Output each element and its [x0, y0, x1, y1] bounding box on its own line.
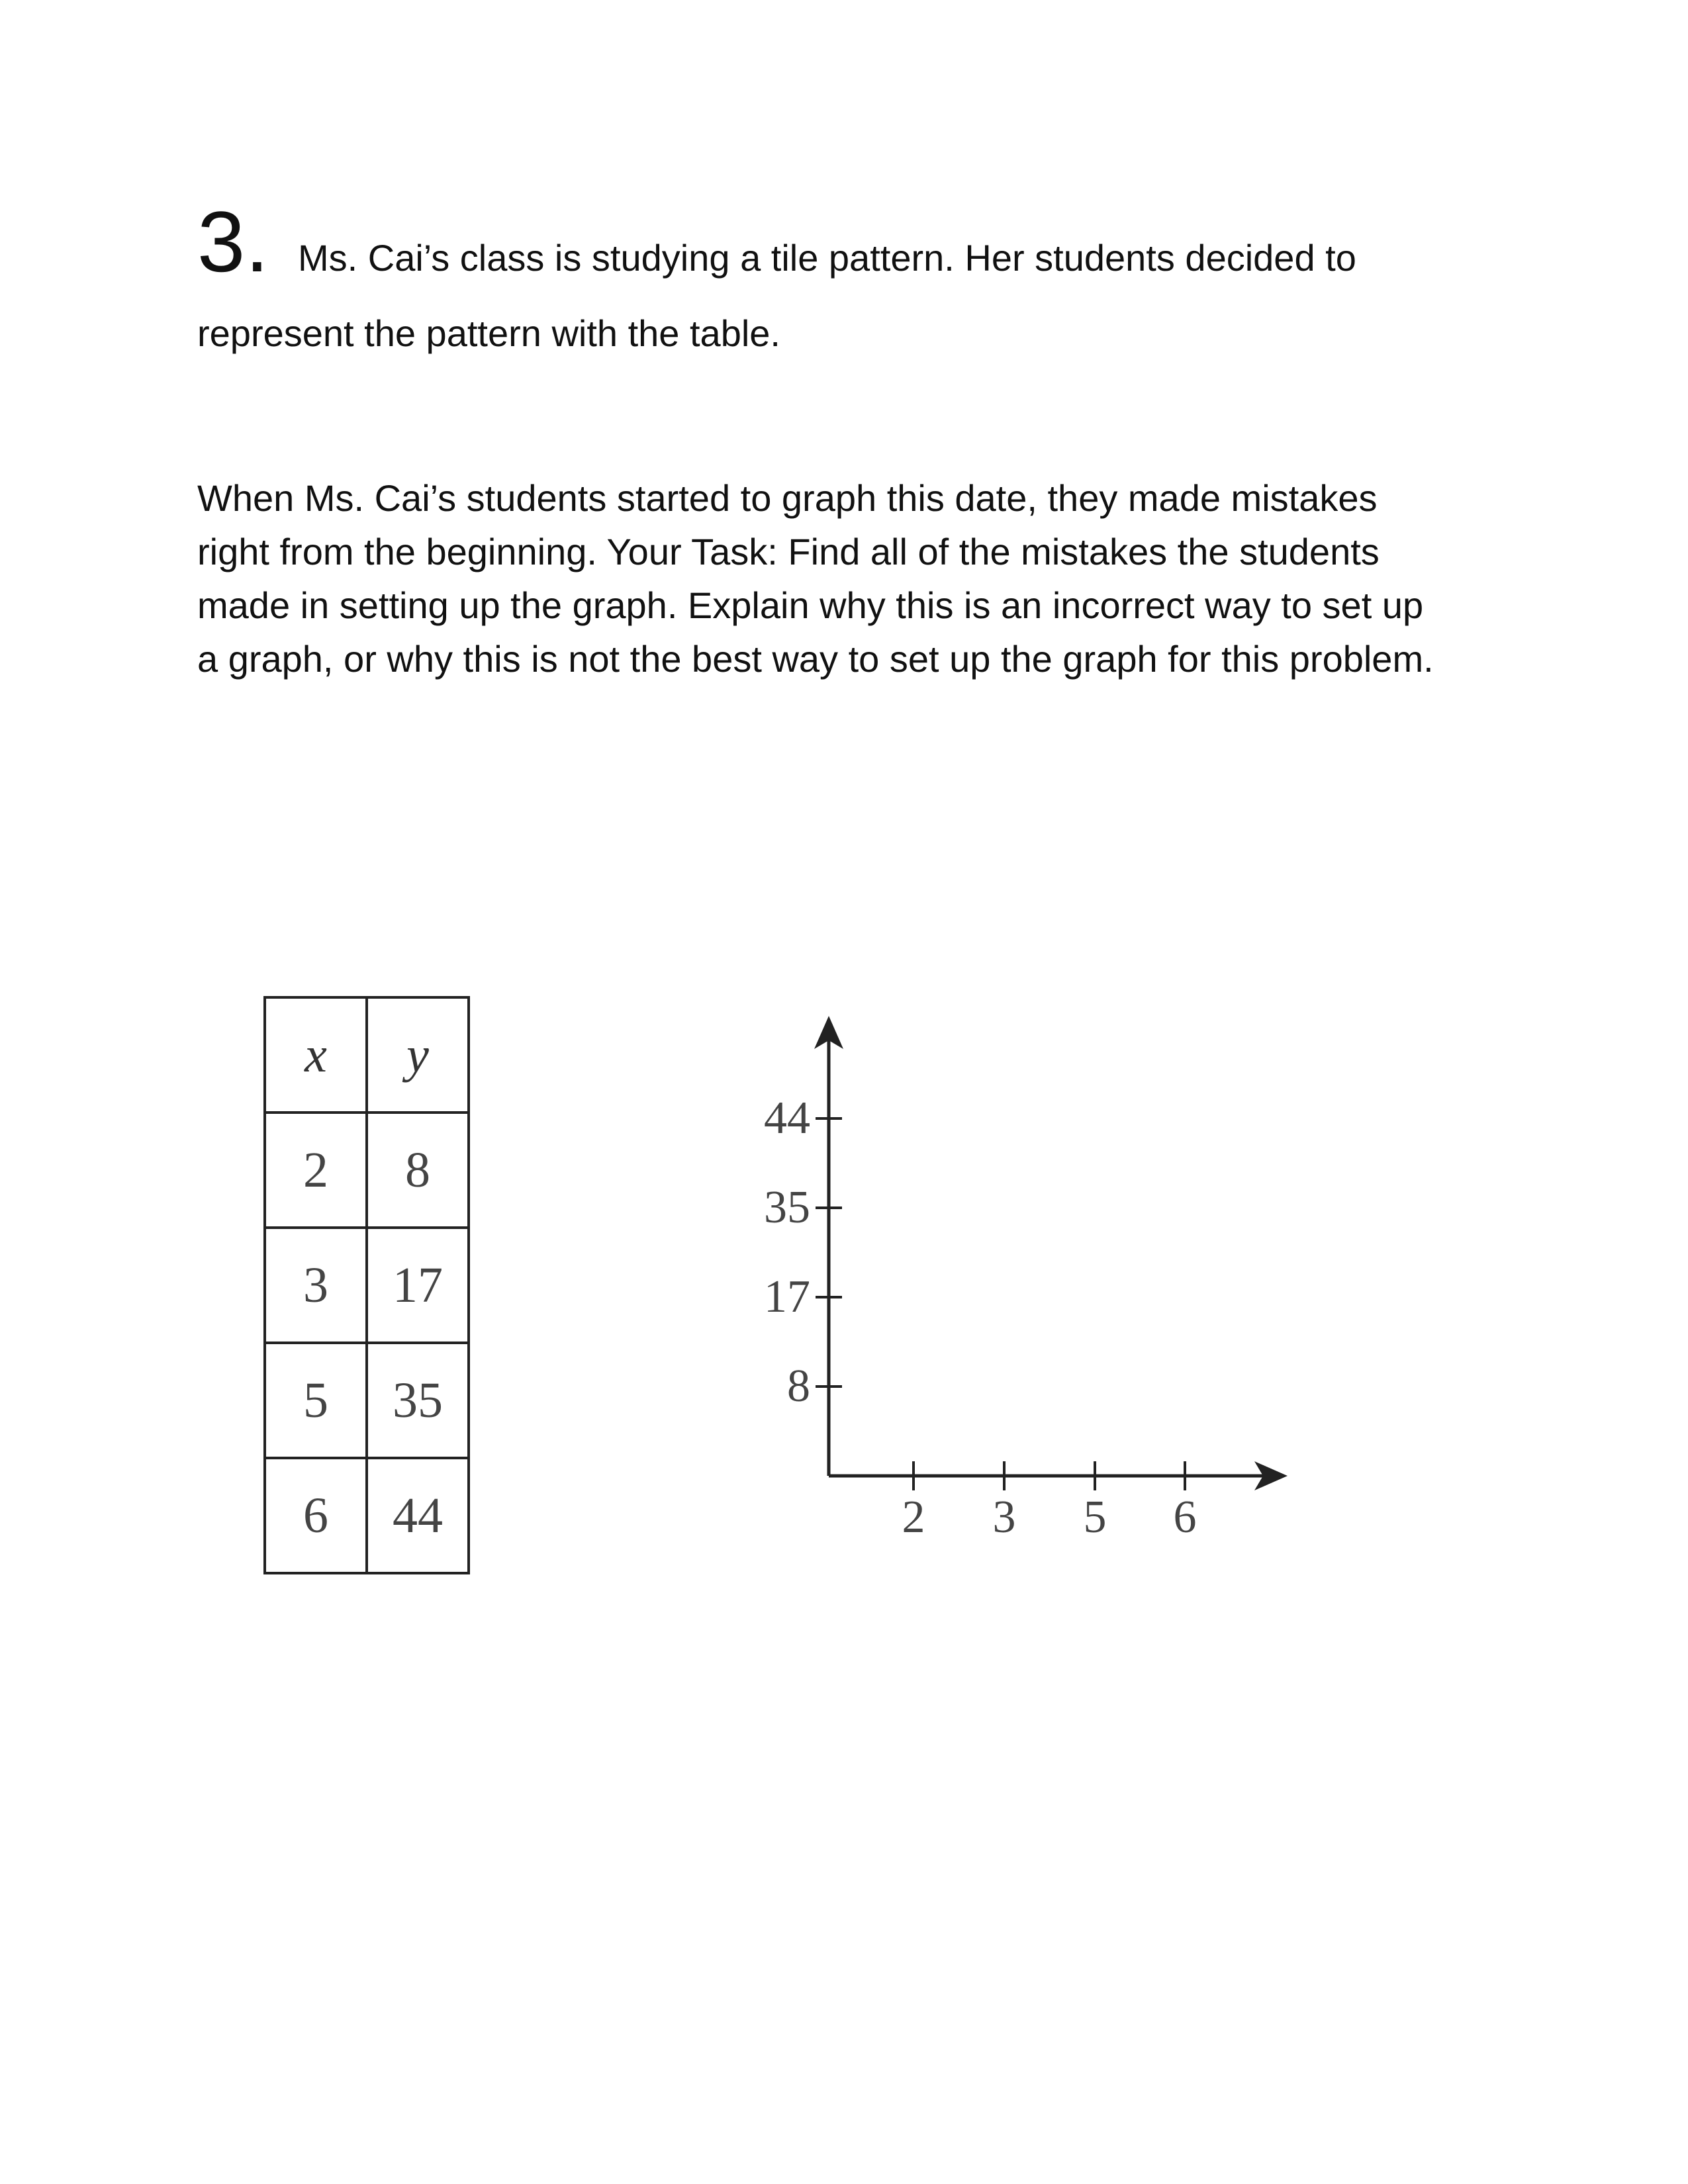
table-cell-y: 8	[367, 1113, 469, 1228]
x-axis-tick-label: 3	[992, 1492, 1016, 1543]
table-cell-x: 5	[265, 1343, 367, 1458]
table-cell-x: 3	[265, 1228, 367, 1343]
y-axis-tick-label: 8	[787, 1361, 810, 1412]
task-line: a graph, or why this is not the best way to set up the graph for this problem.	[197, 638, 1434, 680]
y-axis-tick-label: 44	[764, 1093, 810, 1144]
problem-number: 3.	[197, 193, 269, 290]
problem-intro-line-2: represent the pattern with the table.	[197, 312, 780, 354]
x-axis-tick-label: 5	[1083, 1492, 1107, 1543]
task-line: When Ms. Cai’s students started to graph this date, they made mistakes	[197, 477, 1378, 519]
table-header-x: x	[265, 997, 367, 1113]
x-axis-tick-label: 2	[902, 1492, 925, 1543]
table-header-y: y	[367, 997, 469, 1113]
table-cell-x: 6	[265, 1458, 367, 1573]
table-cell-y: 35	[367, 1343, 469, 1458]
y-axis-tick-label: 17	[764, 1271, 810, 1322]
x-axis-tick-label: 6	[1173, 1492, 1197, 1543]
y-axis-tick-label: 35	[764, 1182, 810, 1233]
coordinate-axes-graph	[715, 993, 1311, 1588]
xy-data-table	[263, 996, 470, 1574]
table-cell-y: 17	[367, 1228, 469, 1343]
table-cell-y: 44	[367, 1458, 469, 1573]
table-row	[265, 1113, 469, 1228]
table-header-row	[265, 997, 469, 1113]
problem-intro-line-1: Ms. Cai’s class is studying a tile pattern. Her students decided to	[298, 237, 1356, 279]
table-row	[265, 1458, 469, 1573]
table-cell-x: 2	[265, 1113, 367, 1228]
task-line: made in setting up the graph. Explain why this is an incorrect way to set up	[197, 584, 1424, 626]
task-line: right from the beginning. Your Task: Find all of the mistakes the students	[197, 531, 1380, 572]
table-row	[265, 1228, 469, 1343]
task-paragraph	[197, 471, 1521, 686]
table-row	[265, 1343, 469, 1458]
axes-group	[814, 1016, 1288, 1490]
